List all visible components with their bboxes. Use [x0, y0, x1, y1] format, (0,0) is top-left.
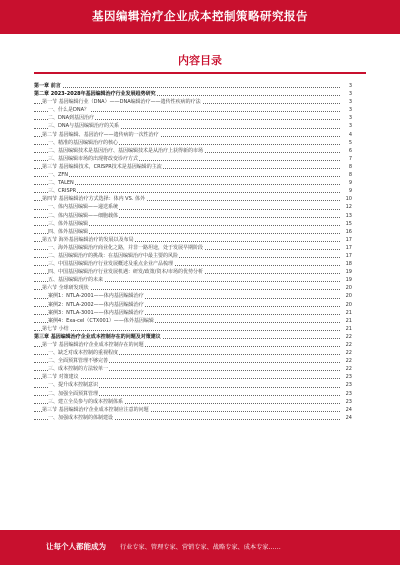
toc-entry[interactable] [34, 398, 352, 406]
toc-entry[interactable] [34, 341, 352, 349]
toc-page-number: 13 [345, 212, 352, 219]
toc-page-number: 17 [345, 236, 352, 243]
toc-entry[interactable] [34, 131, 352, 139]
toc-page-number: 3 [348, 115, 352, 122]
toc-entry-text: 第二节 对策建议 [42, 374, 79, 381]
toc-entry[interactable] [34, 301, 352, 309]
toc-entry[interactable] [34, 147, 352, 155]
toc-entry[interactable] [34, 106, 352, 114]
toc-page-number: 22 [345, 342, 352, 348]
toc-entry-text: 一、ZFN [48, 172, 69, 179]
toc-entry[interactable] [34, 284, 352, 292]
toc-leader-dots [34, 87, 340, 88]
toc-entry-text: 二、TALEN [48, 180, 74, 187]
toc-page-number: 19 [345, 269, 352, 276]
toc-entry[interactable] [34, 114, 352, 122]
toc-page-number: 3 [348, 107, 352, 114]
toc-entry[interactable] [34, 195, 352, 203]
toc-entry[interactable] [34, 82, 352, 90]
toc-entry[interactable] [34, 309, 352, 317]
toc-entry-text: 第三节 基因编辑治疗企业成本控制应注意的问题 [42, 406, 149, 413]
toc-page-number: 23 [345, 382, 352, 389]
toc-entry-text: 第二节 基因编辑、基因治疗——遗传病的一次性治疗 [42, 131, 159, 138]
toc-leader-dots [34, 176, 340, 177]
toc-entry[interactable] [34, 98, 352, 106]
toc-entry-text: 第五节 海外基因编辑治疗的发展以及布局 [42, 236, 134, 243]
toc-page-number: 23 [345, 374, 352, 381]
toc-entry[interactable] [34, 212, 352, 220]
toc-page-number: 7 [348, 155, 352, 162]
toc-page-number: 22 [345, 358, 352, 365]
toc-entry-text: 案例3：NTLA-3001——体内基因编辑治疗 [48, 309, 144, 316]
toc-entry-text: 案例4：Exa-cel（CTX001）——体外基因编辑 [48, 317, 154, 324]
toc-entry[interactable] [34, 325, 352, 333]
footer-slogan: 让每个人都能成为 [46, 542, 106, 551]
toc-entry-text: 三、成本控制的方法较单一 [48, 366, 109, 373]
toc-page-number: 3 [348, 91, 352, 98]
toc-entry[interactable] [34, 122, 352, 130]
toc-entry-text: 三、CRISPR [48, 188, 77, 195]
toc-page-number: 22 [345, 333, 352, 340]
toc-entry-text: 二、全面预算管理不够完善 [48, 358, 109, 365]
toc-entry[interactable] [34, 260, 352, 268]
toc-entry-text: 第二章 2023-2028年基因编辑治疗行业发展趋势研究 [34, 91, 156, 98]
toc-entry[interactable] [34, 203, 352, 211]
toc-leader-dots [34, 192, 340, 193]
toc-page-number: 8 [348, 163, 352, 170]
toc-entry[interactable] [34, 187, 352, 195]
toc-entry-text: 二、体内基因编辑——细胞载体 [48, 212, 119, 219]
toc-page-number: 3 [348, 83, 352, 89]
report-title: 基因编辑治疗企业成本控制策略研究报告 [92, 9, 308, 23]
toc-leader-dots [34, 330, 340, 331]
toc-entry-text: 四、体外基因编辑 [48, 228, 89, 235]
toc-entry-text: 一、什么是DNA？ [48, 107, 90, 114]
toc-entry[interactable] [34, 155, 352, 163]
toc-page-number: 3 [348, 123, 352, 130]
toc-entry[interactable] [34, 268, 352, 276]
footer-banner [0, 530, 400, 565]
toc-entry[interactable] [34, 171, 352, 179]
toc-page-number: 4 [348, 131, 352, 138]
toc-page-number: 9 [348, 188, 352, 195]
toc-page-number: 21 [345, 317, 352, 324]
toc-entry-text: 二、基因编辑治疗的挑战：在基因编辑治疗中最主要的风险 [48, 252, 179, 259]
toc-entry[interactable] [34, 317, 352, 325]
toc-entry[interactable] [34, 252, 352, 260]
toc-page-number: 5 [348, 139, 352, 146]
toc-entry-text: 一、体内基因编辑——递送系统 [48, 204, 119, 211]
toc-entry[interactable] [34, 244, 352, 252]
toc-entry[interactable] [34, 228, 352, 236]
toc-page-number: 24 [345, 406, 352, 413]
toc-entry-text: 第三章 基因编辑治疗企业成本控制存在的问题及对策建议 [34, 333, 161, 340]
toc-page-number: 20 [345, 285, 352, 292]
toc-entry[interactable] [34, 365, 352, 373]
toc-page-number: 20 [345, 293, 352, 300]
toc-entry-text: 二、DNA到基因治疗 [48, 115, 95, 122]
toc-entry-text: 第六节 全球研发现状 [42, 285, 89, 292]
toc-entry-text: 一、海外基因编辑治疗商业化之路，并非一路坦途，处于发展早期阶段 [48, 244, 204, 251]
toc-entry-text: 一、缺乏对成本控制的重视程度 [48, 350, 119, 357]
toc-entry-text: 二、基因编辑技术是基因治疗、基因编辑技术是从治疗上获得新的市场 [48, 147, 204, 154]
toc-page-number: 23 [345, 398, 352, 405]
table-of-contents [34, 82, 352, 422]
toc-entry[interactable] [34, 220, 352, 228]
toc-page-number: 16 [345, 228, 352, 235]
toc-page-number: 21 [345, 309, 352, 316]
toc-page-number: 15 [345, 220, 352, 227]
toc-page-number: 24 [345, 414, 352, 421]
toc-entry-text: 一、精准的基因编辑治疗的核心 [48, 139, 119, 146]
toc-entry-text: 五、基因编辑治疗的未来 [48, 277, 104, 284]
toc-entry[interactable] [34, 90, 352, 98]
toc-entry[interactable] [34, 163, 352, 171]
toc-page-number: 19 [345, 277, 352, 284]
toc-entry-text: 三、体外基因编辑 [48, 220, 89, 227]
toc-entry-text: 案例1：NTLA-2001——体内基因编辑治疗 [48, 293, 144, 300]
toc-entry[interactable] [34, 349, 352, 357]
toc-page-number: 17 [345, 252, 352, 259]
toc-page-number: 18 [345, 261, 352, 268]
toc-page-number: 8 [348, 172, 352, 179]
toc-entry[interactable] [34, 333, 352, 341]
toc-entry-text: 四、中国基因编辑治疗行业发展机遇：研发/政策/资本/市场的优势分析 [48, 269, 204, 276]
toc-entry-text: 第一节 基因编辑行业（DNA）——DNA编辑治疗——遗传性疾病的疗法 [42, 99, 201, 106]
toc-entry[interactable] [34, 139, 352, 147]
toc-entry[interactable] [34, 414, 352, 422]
toc-page-number: 9 [348, 180, 352, 187]
toc-entry-text: 第三节 基因编辑技术，CRISPR技术是基因编辑的主流 [42, 163, 162, 170]
toc-heading: 内容目录 [178, 54, 222, 67]
toc-entry[interactable] [34, 406, 352, 414]
toc-page-number: 23 [345, 390, 352, 397]
toc-entry-text: 一、加强成本控制的体制建设 [48, 414, 114, 421]
toc-page-number: 22 [345, 366, 352, 373]
toc-page-number: 22 [345, 350, 352, 357]
toc-entry-text: 案例2：NTLA-2002——体内基因编辑治疗 [48, 301, 144, 308]
toc-entry[interactable] [34, 357, 352, 365]
toc-entry[interactable] [34, 373, 352, 381]
toc-entry-text: 三、DNA与基因编辑治疗的关系 [48, 123, 120, 130]
toc-page-number: 12 [345, 204, 352, 211]
toc-entry[interactable] [34, 292, 352, 300]
toc-entry[interactable] [34, 381, 352, 389]
toc-entry-text: 三、基因编辑市场的出现将改变诊疗方式 [48, 155, 139, 162]
toc-entry-text: 第一节 基因编辑治疗企业成本控制存在的问题 [42, 342, 144, 348]
toc-page-number: 20 [345, 301, 352, 308]
toc-page-number: 6 [348, 147, 352, 154]
header-banner [0, 0, 400, 34]
toc-entry-text: 三、建立全员参与的成本控制体系 [48, 398, 124, 405]
toc-leader-dots [34, 184, 340, 185]
toc-entry[interactable] [34, 236, 352, 244]
toc-page-number: 3 [348, 99, 352, 106]
toc-entry-text: 第四节 基因编辑治疗方式选择：体内 VS. 体外 [42, 196, 145, 203]
toc-entry[interactable] [34, 179, 352, 187]
toc-divider [34, 72, 366, 74]
toc-page-number: 10 [345, 196, 352, 203]
toc-page-number: 17 [345, 244, 352, 251]
toc-page-number: 21 [345, 325, 352, 332]
toc-entry[interactable] [34, 276, 352, 284]
toc-entry-text: 二、加强全面预算管理 [48, 390, 99, 397]
toc-entry-text: 第七节 小结 [42, 325, 69, 332]
footer-roles: 行业专家、管理专家、营销专家、战略专家、成本专家…… [120, 544, 281, 551]
toc-entry-text: 三、中国基因编辑治疗行业发展概述及重点企业产品梳理 [48, 261, 174, 268]
toc-entry[interactable] [34, 390, 352, 398]
toc-entry-text: 一、提升成本控制意识 [48, 382, 99, 389]
toc-entry-text: 第一章 前言 [34, 83, 61, 89]
